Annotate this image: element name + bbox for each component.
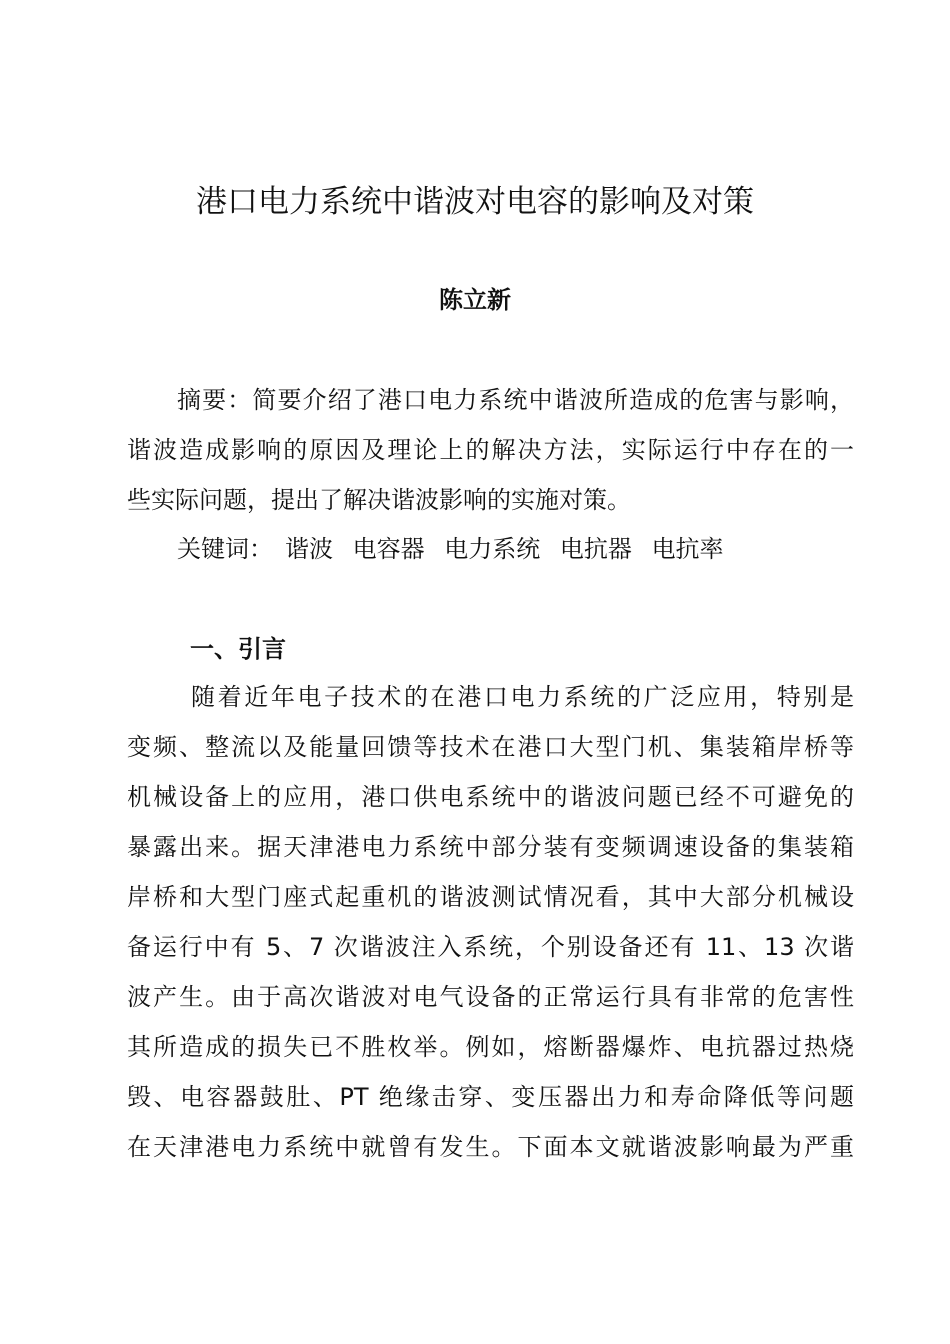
- keywords-line: [177, 524, 724, 574]
- keyword: 谐波: [285, 535, 333, 563]
- abstract-line: 摘要：简要介绍了港口电力系统中谐波所造成的危害与影响，: [177, 386, 854, 414]
- section-heading: 一、引言: [190, 635, 286, 663]
- keyword: 电力系统: [444, 535, 541, 563]
- intro-line: 变频、整流以及能量回馈等技术在港口大型门机、集装箱岸桥等: [127, 733, 854, 761]
- intro-line: 其所造成的损失已不胜枚举。例如，熔断器爆炸、电抗器过热烧: [127, 1033, 854, 1061]
- intro-line: 毁、电容器鼓肚、PT 绝缘击穿、变压器出力和寿命降低等问题: [127, 1083, 854, 1111]
- keyword: 电抗率: [651, 535, 724, 563]
- keyword: 电容器: [352, 535, 425, 563]
- abstract-paragraph: [127, 375, 854, 525]
- intro-line: 机械设备上的应用，港口供电系统中的谐波问题已经不可避免的: [127, 783, 854, 811]
- intro-line: 岸桥和大型门座式起重机的谐波测试情况看，其中大部分机械设: [127, 883, 854, 911]
- keywords-label: 关键词：: [177, 535, 273, 563]
- abstract-line: 些实际问题，提出了解决谐波影响的实施对策。: [127, 486, 631, 514]
- intro-line: 在天津港电力系统中就曾有发生。下面本文就谐波影响最为严重: [127, 1133, 854, 1161]
- intro-line: 暴露出来。据天津港电力系统中部分装有变频调速设备的集装箱: [127, 833, 854, 861]
- document-author: 陈立新: [439, 286, 511, 314]
- intro-paragraph: [127, 672, 854, 1172]
- intro-line: 随着近年电子技术的在港口电力系统的广泛应用，特别是: [191, 683, 854, 711]
- abstract-line: 谐波造成影响的原因及理论上的解决方法，实际运行中存在的一: [127, 436, 854, 464]
- keyword: 电抗器: [559, 535, 632, 563]
- intro-line: 波产生。由于高次谐波对电气设备的正常运行具有非常的危害性: [127, 983, 854, 1011]
- document-title: 港口电力系统中谐波对电容的影响及对策: [196, 184, 754, 220]
- intro-line: 备运行中有 5、7 次谐波注入系统，个别设备还有 11、13 次谐: [127, 933, 854, 961]
